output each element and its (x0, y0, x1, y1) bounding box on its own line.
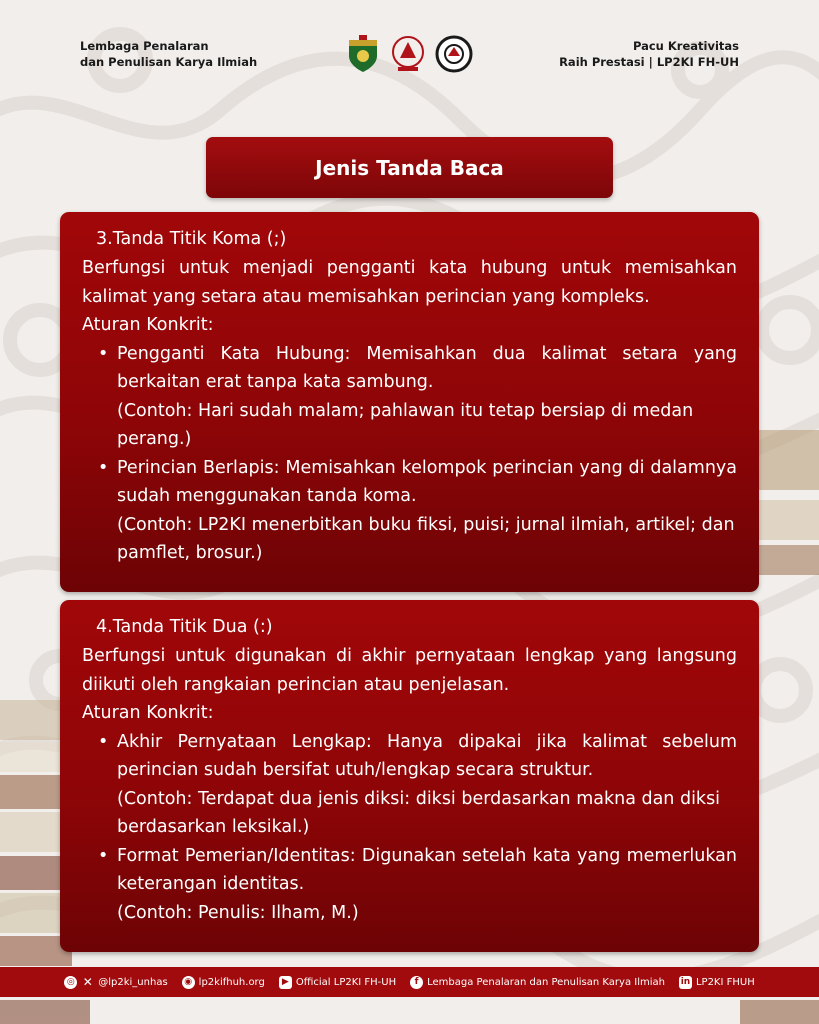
youtube-icon: ▶ (279, 976, 292, 989)
list-item (98, 454, 737, 568)
section-title: Tanda Titik Dua (:) (112, 617, 273, 637)
rules-label: Aturan Konkrit: (82, 703, 214, 723)
x-icon: ✕ (82, 975, 93, 989)
footer-website[interactable] (182, 976, 265, 989)
section-number: 4. (96, 617, 113, 637)
rule-text: Perincian Berlapis: Memisahkan kelompok perincian yang di dalamnya sudah menggunakan tanda koma. (117, 457, 737, 506)
header-right-line1: Pacu Kreativitas (632, 39, 739, 53)
footer-facebook[interactable] (410, 976, 665, 989)
footer-social-bar (0, 967, 819, 997)
footer-youtube[interactable] (279, 976, 396, 989)
facebook-icon: f (410, 976, 423, 989)
web-icon: ◉ (182, 976, 195, 989)
section-heading (82, 224, 737, 254)
linkedin-icon: in (680, 977, 691, 987)
section-description: Berfungsi untuk menjadi pengganti kata hubung untuk memisahkan kalimat yang setara atau memisahkan perincian yang kompleks. (82, 258, 737, 307)
footer-youtube-text: Official LP2KI FH-UH (295, 976, 397, 988)
rules-label: Aturan Konkrit: (82, 315, 214, 335)
bullet-icon: • (98, 457, 109, 478)
section-card-semicolon (60, 212, 759, 592)
bullet-icon: • (98, 845, 109, 866)
footer-instagram-handle: @lp2ki_unhas (98, 976, 168, 988)
rule-example: (Contoh: LP2KI menerbitkan buku fiksi, puisi; jurnal ilmiah, artikel; dan pamflet, brosur.) (117, 514, 735, 563)
instagram-icon: ◎ (64, 976, 77, 989)
footer-instagram-x[interactable] (64, 976, 167, 989)
section-description: Berfungsi untuk digunakan di akhir pernyataan lengkap yang langsung diikuti oleh rangkaian perincian atau penjelasan. (82, 646, 737, 695)
rule-text: Pengganti Kata Hubung: Memisahkan dua kalimat setara yang berkaitan erat tanpa kata sambung. (117, 343, 737, 392)
faculty-crest-logo (346, 34, 380, 74)
header-organization (80, 38, 257, 70)
list-item (98, 728, 737, 842)
list-item (98, 842, 737, 928)
list-item (98, 340, 737, 454)
bullet-icon: • (98, 343, 109, 364)
university-logo (388, 34, 428, 74)
page-title: Jenis Tanda Baca (206, 137, 613, 198)
header-left-line1: Lembaga Penalaran (80, 39, 209, 53)
rule-example: (Contoh: Hari sudah malam; pahlawan itu tetap bersiap di medan perang.) (117, 400, 694, 449)
lp2ki-logo (434, 34, 474, 74)
section-card-colon (60, 600, 759, 952)
header-left-line2: dan Penulisan Karya Ilmiah (80, 55, 258, 69)
rules-list (82, 728, 737, 928)
header-tagline (559, 38, 739, 70)
section-heading (82, 612, 737, 642)
footer-linkedin[interactable] (679, 976, 755, 989)
header-logos (346, 34, 476, 76)
rule-example: (Contoh: Terdapat dua jenis diksi: diksi berdasarkan makna dan diksi berdasarkan leksikal.) (117, 788, 721, 837)
bullet-icon: • (98, 731, 109, 752)
section-number: 3. (96, 229, 113, 249)
rule-text: Format Pemerian/Identitas: Digunakan setelah kata yang memerlukan keterangan identitas. (117, 845, 737, 894)
section-title: Tanda Titik Koma (;) (112, 229, 287, 249)
footer-linkedin-text: LP2KI FHUH (695, 976, 755, 988)
rule-example: (Contoh: Penulis: Ilham, M.) (117, 902, 359, 923)
rules-list (82, 340, 737, 568)
header-right-line2: Raih Prestasi | LP2KI FH-UH (559, 55, 739, 69)
footer-facebook-text: Lembaga Penalaran dan Penulisan Karya Ilmiah (427, 976, 665, 988)
footer-website-text: lp2kifhuh.org (198, 976, 265, 988)
rule-text: Akhir Pernyataan Lengkap: Hanya dipakai jika kalimat sebelum perincian sudah bersifat utuh/lengkap secara struktur. (117, 731, 737, 780)
